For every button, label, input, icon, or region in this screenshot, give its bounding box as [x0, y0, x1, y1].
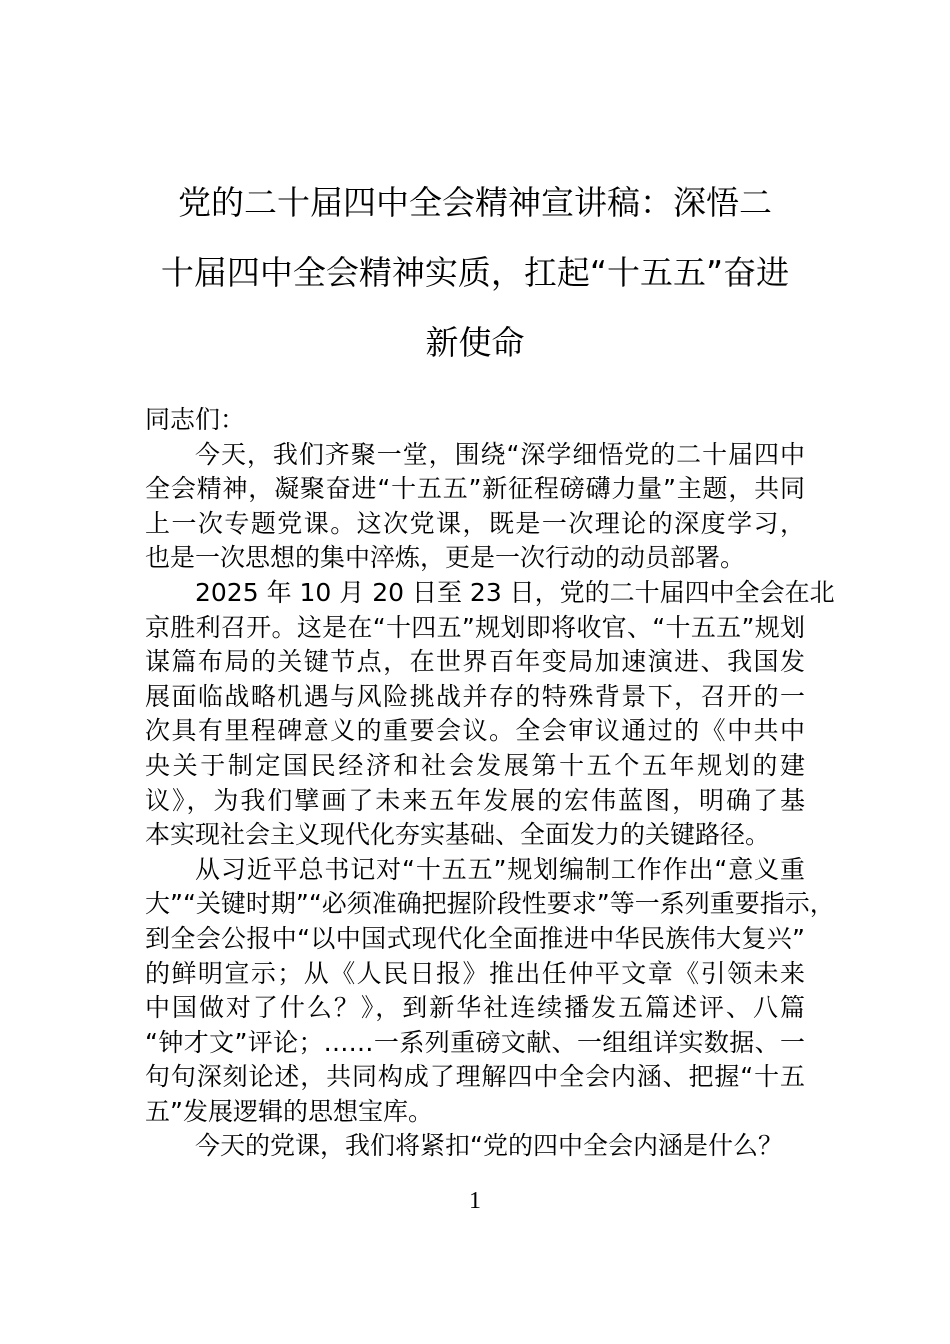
- text-line: 到全会公报中“以中国式现代化全面推进中华民族伟大复兴”: [145, 923, 805, 953]
- text-line: 句句深刻论述，共同构成了理解四中全会内涵、把握“十五: [145, 1062, 805, 1092]
- text-line: 上一次专题党课。这次党课，既是一次理论的深度学习，: [145, 508, 805, 538]
- title-line: 党的二十届四中全会精神宣讲稿：深悟二: [178, 183, 772, 222]
- title-line: 新使命: [425, 323, 525, 362]
- text-line: 五”发展逻辑的思想宝库。: [145, 1096, 433, 1126]
- text-line: 全会精神，凝聚奋进“十五五”新征程磅礴力量”主题，共同: [145, 474, 805, 504]
- document-title: [120, 168, 830, 378]
- text-line: 2025 年 10 月 20 日至 23 日，党的二十届四中全会在北: [195, 577, 835, 607]
- text-line: 谋篇布局的关键节点，在世界百年变局加速演进、我国发: [145, 647, 805, 677]
- text-line: 次具有里程碑意义的重要会议。全会审议通过的《中共中: [145, 716, 805, 746]
- text-line: 的鲜明宣示；从《人民日报》推出任仲平文章《引领未来: [145, 958, 805, 988]
- text-line: 中国做对了什么？》，到新华社连续播发五篇述评、八篇: [145, 993, 805, 1023]
- text-line: 从习近平总书记对“十五五”规划编制工作作出“意义重: [195, 854, 805, 884]
- text-line: “钟才文”评论；……一系列重磅文献、一组组详实数据、一: [145, 1027, 805, 1057]
- text-line: 本实现社会主义现代化夯实基础、全面发力的关键路径。: [145, 820, 771, 850]
- text-line: 央关于制定国民经济和社会发展第十五个五年规划的建: [145, 750, 805, 780]
- title-line: 十届四中全会精神实质，扛起“十五五”奋进: [160, 253, 790, 292]
- text-line: 大”“关键时期”“必须准确把握阶段性要求”等一系列重要指示，: [145, 889, 835, 919]
- text-line: 展面临战略机遇与风险挑战并存的特殊背景下，召开的一: [145, 681, 805, 711]
- text-line: 京胜利召开。这是在“十四五”规划即将收官、“十五五”规划: [145, 612, 805, 642]
- document-body: [145, 403, 835, 1164]
- text-line: 也是一次思想的集中淬炼，更是一次行动的动员部署。: [145, 543, 746, 573]
- text-line: 今天的党课，我们将紧扣“党的四中全会内涵是什么？: [195, 1131, 783, 1161]
- salutation: 同志们：: [145, 405, 246, 434]
- text-line: 议》，为我们擘画了未来五年发展的宏伟蓝图，明确了基: [145, 785, 805, 815]
- text-line: 今天，我们齐聚一堂，围绕“深学细悟党的二十届四中: [195, 439, 805, 469]
- page-number: 1: [469, 1188, 481, 1214]
